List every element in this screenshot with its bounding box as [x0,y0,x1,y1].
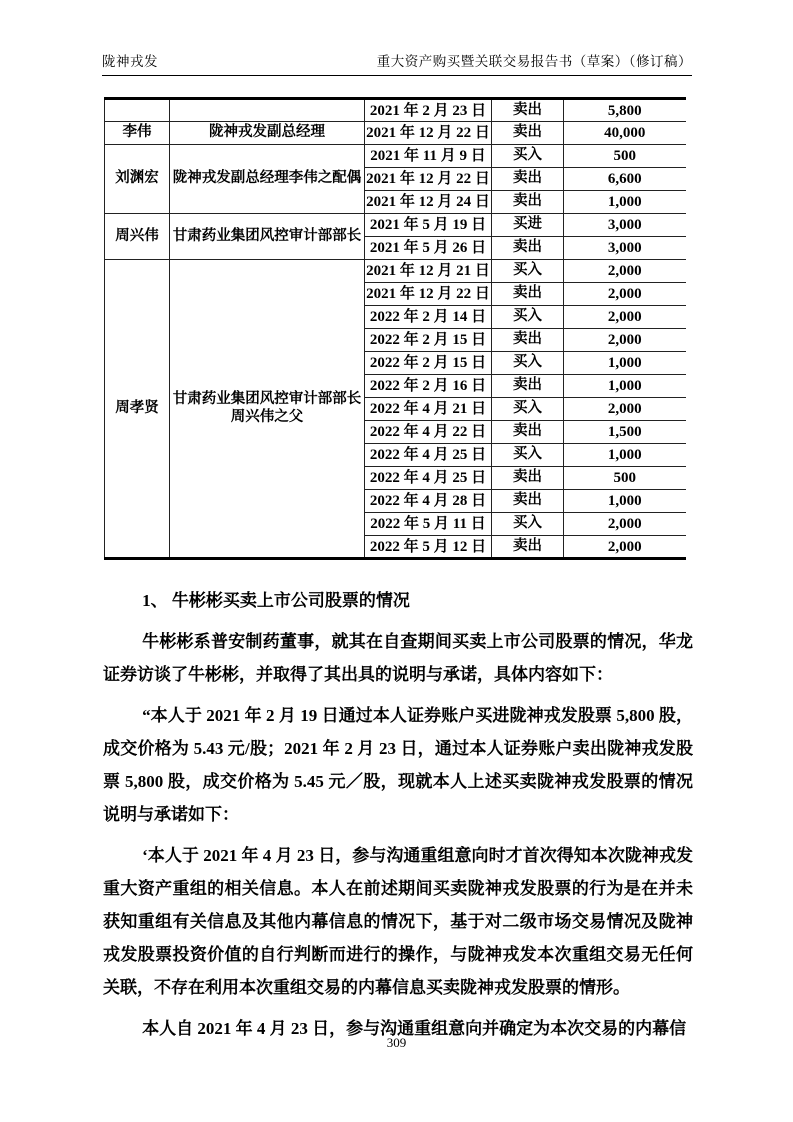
section-heading: 1、 牛彬彬买卖上市公司股票的情况 [142,591,410,610]
qty-cell: 1,000 [564,375,686,398]
qty-cell: 5,800 [564,99,686,122]
paragraph-intro: 牛彬彬系普安制药董事，就其在自查期间买卖上市公司股票的情况，华龙证券访谈了牛彬彬，并取得了其出具的说明与承诺，具体内容如下： [103,632,693,684]
action-cell: 买进 [492,214,564,237]
action-cell: 卖出 [492,375,564,398]
date-cell: 2022 年 2 月 15 日 [365,352,492,375]
position-cell: 陇神戎发副总经理 [170,122,365,145]
action-cell: 卖出 [492,168,564,191]
action-cell: 买入 [492,352,564,375]
action-cell: 买入 [492,398,564,421]
paragraph-statement-3: 本人自 2021 年 4 月 23 日，参与沟通重组意向并确定为本次交易的内幕信 [142,1019,687,1038]
header-company-name: 陇神戎发 [102,54,158,69]
paragraph-statement-2: ‘本人于 2021 年 4 月 23 日，参与沟通重组意向时才首次得知本次陇神戎发重大资产重组的相关信息。本人在前述期间买卖陇神戎发股票的行为是在并未获知重组有关信息及其他内幕信息的情况下，基于对二级市场交易情况及陇神戎发股票投资价值的自行判断而进行的操作，与陇神戎发本次重组交易无任何关联，不存在利用本次重组交易的内幕信息买卖陇神戎发股票的情形。 [103,846,693,997]
header-report-title: 重大资产购买暨关联交易报告书（草案）（修订稿） [376,54,692,69]
date-cell: 2021 年 12 月 21 日 [365,260,492,283]
name-cell: 李伟 [105,122,170,145]
qty-cell: 6,600 [564,168,686,191]
date-cell: 2021 年 12 月 22 日 [365,283,492,306]
date-cell: 2022 年 4 月 22 日 [365,421,492,444]
page-header [102,50,692,76]
date-cell: 2022 年 2 月 14 日 [365,306,492,329]
action-cell: 买入 [492,306,564,329]
qty-cell: 1,000 [564,352,686,375]
qty-cell: 3,000 [564,214,686,237]
paragraph-statement-1: “本人于 2021 年 2 月 19 日通过本人证券账户买进陇神戎发股票 5,800 股，成交价格为 5.43 元/股；2021 年 2 月 23 日，通过本人证券账户卖出陇神戎发股票 5,800 股，成交价格为 5.45 元／股，现就本人上述买卖陇神戎发股票的情况说明与承诺如下： [103,706,693,824]
date-cell: 2022 年 4 月 21 日 [365,398,492,421]
stock-trading-table [104,97,686,560]
body-text [103,584,693,1045]
name-cell [105,99,170,122]
date-cell: 2022 年 4 月 25 日 [365,444,492,467]
date-cell: 2022 年 4 月 25 日 [365,467,492,490]
table-row [105,99,686,122]
table-row [105,122,686,145]
qty-cell: 2,000 [564,513,686,536]
table-row [105,214,686,237]
action-cell: 买入 [492,513,564,536]
date-cell: 2021 年 12 月 24 日 [365,191,492,214]
page-number: 309 [386,1035,407,1050]
action-cell: 卖出 [492,490,564,513]
qty-cell: 2,000 [564,260,686,283]
qty-cell: 2,000 [564,306,686,329]
date-cell: 2021 年 2 月 23 日 [365,99,492,122]
action-cell: 卖出 [492,536,564,559]
qty-cell: 2,000 [564,329,686,352]
qty-cell: 3,000 [564,237,686,260]
qty-cell: 1,000 [564,490,686,513]
action-cell: 买入 [492,260,564,283]
date-cell: 2021 年 12 月 22 日 [365,122,492,145]
qty-cell: 40,000 [564,122,686,145]
name-cell: 刘渊宏 [105,145,170,214]
action-cell: 卖出 [492,191,564,214]
action-cell: 卖出 [492,237,564,260]
qty-cell: 500 [564,145,686,168]
date-cell: 2021 年 5 月 26 日 [365,237,492,260]
action-cell: 卖出 [492,122,564,145]
action-cell: 卖出 [492,329,564,352]
action-cell: 买入 [492,444,564,467]
action-cell: 卖出 [492,421,564,444]
action-cell: 卖出 [492,283,564,306]
action-cell: 买入 [492,145,564,168]
qty-cell: 2,000 [564,398,686,421]
name-cell: 周兴伟 [105,214,170,260]
position-cell: 甘肃药业集团风控审计部部长 [170,214,365,260]
action-cell: 卖出 [492,99,564,122]
date-cell: 2022 年 2 月 15 日 [365,329,492,352]
date-cell: 2022 年 5 月 11 日 [365,513,492,536]
position-cell [170,99,365,122]
qty-cell: 1,000 [564,191,686,214]
date-cell: 2021 年 11 月 9 日 [365,145,492,168]
date-cell: 2022 年 5 月 12 日 [365,536,492,559]
date-cell: 2022 年 4 月 28 日 [365,490,492,513]
date-cell: 2021 年 12 月 22 日 [365,168,492,191]
name-cell: 周孝贤 [105,260,170,559]
qty-cell: 2,000 [564,283,686,306]
qty-cell: 1,500 [564,421,686,444]
table-row [105,260,686,283]
table-row [105,145,686,168]
action-cell: 卖出 [492,467,564,490]
position-cell: 陇神戎发副总经理李伟之配偶 [170,145,365,214]
date-cell: 2022 年 2 月 16 日 [365,375,492,398]
position-cell: 甘肃药业集团风控审计部部长周兴伟之父 [170,260,365,559]
qty-cell: 500 [564,467,686,490]
qty-cell: 1,000 [564,444,686,467]
qty-cell: 2,000 [564,536,686,559]
date-cell: 2021 年 5 月 19 日 [365,214,492,237]
